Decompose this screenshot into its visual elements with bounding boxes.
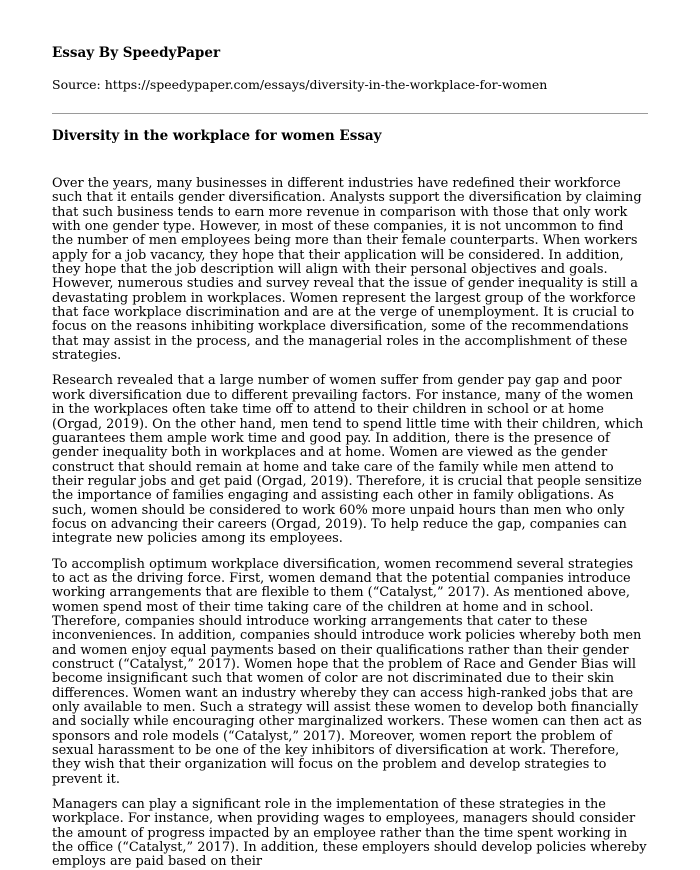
essay-body <box>52 177 648 870</box>
divider <box>52 113 648 114</box>
paragraph: Research revealed that a large number of women suffer from gender pay gap and poor work diversification due to different prevailing factors. For instance, many of the women in the workplaces often take time off to attend to their children in school or at home (Orgad, 2019). On the other hand, men tend to spend little time with their children, which guarantees them ample work time and good pay. In addition, there is the presence of gender inequality both in workplaces and at home. Women are viewed as the gender construct that should remain at home and take care of the family while men attend to their regular jobs and get paid (Orgad, 2019). Therefore, it is crucial that people sensitize the importance of families engaging and assisting each other in family obligations. As such, women should be considered to work 60% more unpaid hours than men who only focus on advancing their careers (Orgad, 2019). To help reduce the gap, companies can integrate new policies among its employees. <box>52 373 644 547</box>
source-line: Source: https://speedypaper.com/essays/diversity-in-the-workplace-for-women <box>52 77 548 92</box>
publisher-title: Essay By SpeedyPaper <box>52 45 221 61</box>
essay-title: Diversity in the workplace for women Essay <box>52 128 382 144</box>
paragraph: To accomplish optimum workplace diversification, women recommend several strategies to act as the driving force. First, women demand that the potential companies introduce working arrangements that are flexible to them (“Catalyst,” 2017). As mentioned above, women spend most of their time taking care of the children at home and in school. Therefore, companies should introduce working arrangements that cater to these inconveniences. In addition, companies should introduce work policies whereby both men and women enjoy equal payments based on their qualifications rather than their gender construct (“Catalyst,” 2017). Women hope that the problem of Race and Gender Bias will become insignificant such that women of color are not discriminated due to their skin differences. Women want an industry whereby they can access high-ranked jobs that are only available to men. Such a strategy will assist these women to develop both financially and socially while encouraging other marginalized workers. These women can then act as sponsors and role models (“Catalyst,” 2017). Moreover, women report the problem of sexual harassment to be one of the key inhibitors of diversification at work. Therefore, they wish that their organization will focus on the problem and develop strategies to prevent it. <box>52 556 642 787</box>
paragraph: Over the years, many businesses in different industries have redefined their workforce such that it entails gender diversification. Analysts support the diversification by claiming that such business tends to earn more revenue in comparison with those that only work with one gender type. However, in most of these companies, it is not uncommon to find the number of men employees being more than their female counterparts. When workers apply for a job vacancy, they hope that their application will be considered. In addition, they hope that the job description will align with their personal objectives and goals. However, numerous studies and survey reveal that the issue of gender inequality is still a devastating problem in workplaces. Women represent the largest group of the workforce that face workplace discrimination and are at the verge of unemployment. It is crucial to focus on the reasons inhibiting workplace diversification, some of the recommendations that may assist in the process, and the managerial roles in the accomplishment of these strategies. <box>52 176 642 364</box>
paragraph: Managers can play a significant role in the implementation of these strategies in the workplace. For instance, when providing wages to employees, managers should consider the amount of progress impacted by an employee rather than the time spent working in the office (“Catalyst,” 2017). In addition, these employers should develop policies whereby employs are paid based on their <box>52 797 647 870</box>
